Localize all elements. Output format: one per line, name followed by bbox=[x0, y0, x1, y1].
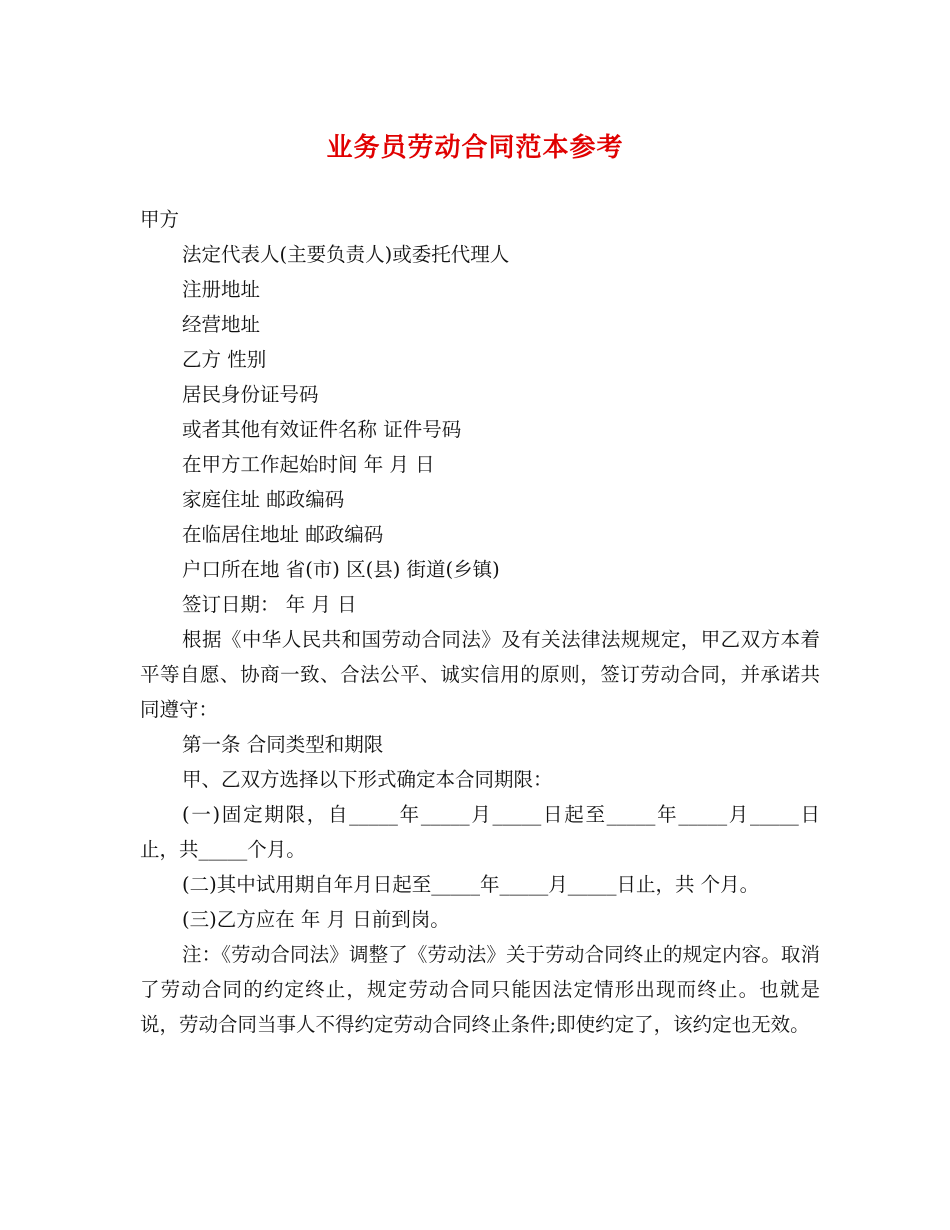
reg-address-line: 注册地址 bbox=[182, 278, 261, 301]
start-time-line: 在甲方工作起始时间 年 月 日 bbox=[182, 453, 435, 476]
document-body bbox=[140, 202, 820, 1042]
home-address-line: 家庭住址 邮政编码 bbox=[182, 488, 345, 511]
document-title: 业务员劳动合同范本参考 bbox=[326, 133, 624, 163]
note-paragraph: 注：《劳动合同法》调整了《劳动法》关于劳动合同终止的规定内容。取消了劳动合同的约定终止，规定劳动合同只能因法定情形出现而终止。也就是说，劳动合同当事人不得约定劳动合同终止条件;即使约定了，该约定也无效。 bbox=[140, 943, 820, 1036]
preamble-paragraph: 根据《中华人民共和国劳动合同法》及有关法律法规规定，甲乙双方本着平等自愿、协商一致、合法公平、诚实信用的原则，签订劳动合同，并承诺共同遵守： bbox=[140, 628, 820, 721]
sign-date-line: 签订日期： 年 月 日 bbox=[182, 593, 357, 616]
option-3-paragraph: (三)乙方应在 年 月 日前到岗。 bbox=[182, 908, 450, 931]
article-1-intro: 甲、乙双方选择以下形式确定本合同期限： bbox=[182, 768, 553, 791]
hukou-line: 户口所在地 省(市) 区(县) 街道(乡镇) bbox=[182, 558, 500, 581]
temp-address-line: 在临居住地址 邮政编码 bbox=[182, 523, 384, 546]
option-2-paragraph: (二)其中试用期自年月日起至_____年_____月_____日止，共 个月。 bbox=[182, 873, 760, 896]
article-1-title: 第一条 合同类型和期限 bbox=[182, 733, 384, 756]
legal-rep-line: 法定代表人(主要负责人)或委托代理人 bbox=[182, 243, 510, 266]
option-1-paragraph: (一)固定期限，自_____年_____月_____日起至_____年_____月_____日止，共_____个月。 bbox=[140, 803, 820, 861]
other-id-line: 或者其他有效证件名称 证件号码 bbox=[182, 418, 462, 441]
party-a-line: 甲方 bbox=[140, 208, 180, 231]
id-number-line: 居民身份证号码 bbox=[182, 383, 319, 406]
biz-address-line: 经营地址 bbox=[182, 313, 261, 336]
party-b-line: 乙方 性别 bbox=[182, 348, 267, 371]
